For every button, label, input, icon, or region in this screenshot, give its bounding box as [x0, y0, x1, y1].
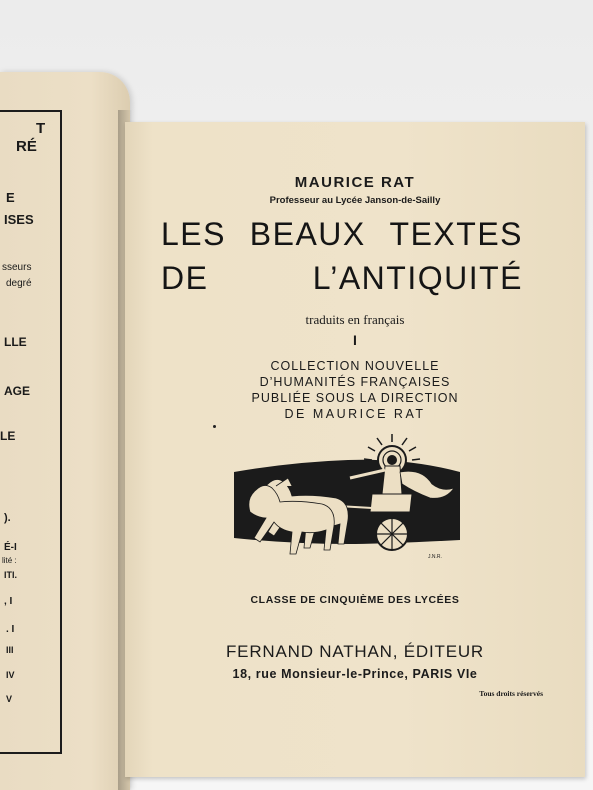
left-fragment: sseurs: [2, 262, 32, 273]
class-level: CLASSE DE CINQUIÈME DES LYCÉES: [250, 594, 460, 606]
publisher-address: 18, rue Monsieur-le-Prince, PARIS VIe: [232, 667, 478, 681]
collection-line: PUBLIÉE SOUS LA DIRECTION: [251, 391, 459, 405]
left-fragment: LLE: [4, 335, 27, 349]
left-fragment: , I: [4, 596, 13, 607]
left-fragment: IV: [6, 670, 15, 680]
left-fragment: LE: [0, 429, 16, 443]
publisher: FERNAND NATHAN, ÉDITEUR: [226, 642, 484, 661]
title-word: DE: [161, 260, 209, 296]
title-page: [125, 122, 585, 777]
author-role: Professeur au Lycée Janson-de-Sailly: [269, 195, 441, 206]
ink-dot: [213, 425, 216, 428]
book-title-line-1: [161, 216, 523, 253]
left-fragment: lité :: [2, 556, 17, 565]
left-fragment: E: [6, 190, 15, 205]
book-title-line-2: [161, 260, 523, 297]
chariot-with-horses-icon: [232, 432, 464, 574]
left-fragment: AGE: [4, 384, 31, 398]
title-word: L’ANTIQUITÉ: [312, 260, 523, 296]
volume-number: I: [353, 332, 357, 348]
left-fragment: V: [6, 694, 13, 704]
left-fragment: ISES: [4, 212, 34, 227]
left-fragment: T: [36, 120, 46, 137]
title-word: TEXTES: [389, 216, 523, 252]
left-fragment: . I: [6, 624, 15, 635]
author-name: MAURICE RAT: [294, 174, 416, 191]
collection-line: COLLECTION NOUVELLE: [270, 359, 440, 373]
left-fragment: RÉ: [16, 138, 37, 155]
title-word: BEAUX: [249, 216, 366, 252]
left-fragment: É-I: [4, 542, 17, 553]
left-fragment: ).: [4, 512, 11, 524]
left-fragment: III: [6, 645, 14, 655]
collection-line: D’HUMANITÉS FRANÇAISES: [259, 375, 451, 389]
left-page: [0, 72, 130, 790]
left-fragment: ITI.: [4, 570, 17, 580]
subtitle: traduits en français: [305, 312, 405, 327]
illustration-signature: J.N.R.: [428, 554, 442, 560]
collection-line: DE MAURICE RAT: [284, 407, 426, 421]
rights-notice: Tous droits réservés: [479, 689, 543, 698]
left-fragment: degré: [6, 278, 32, 289]
title-word: LES: [161, 216, 226, 252]
